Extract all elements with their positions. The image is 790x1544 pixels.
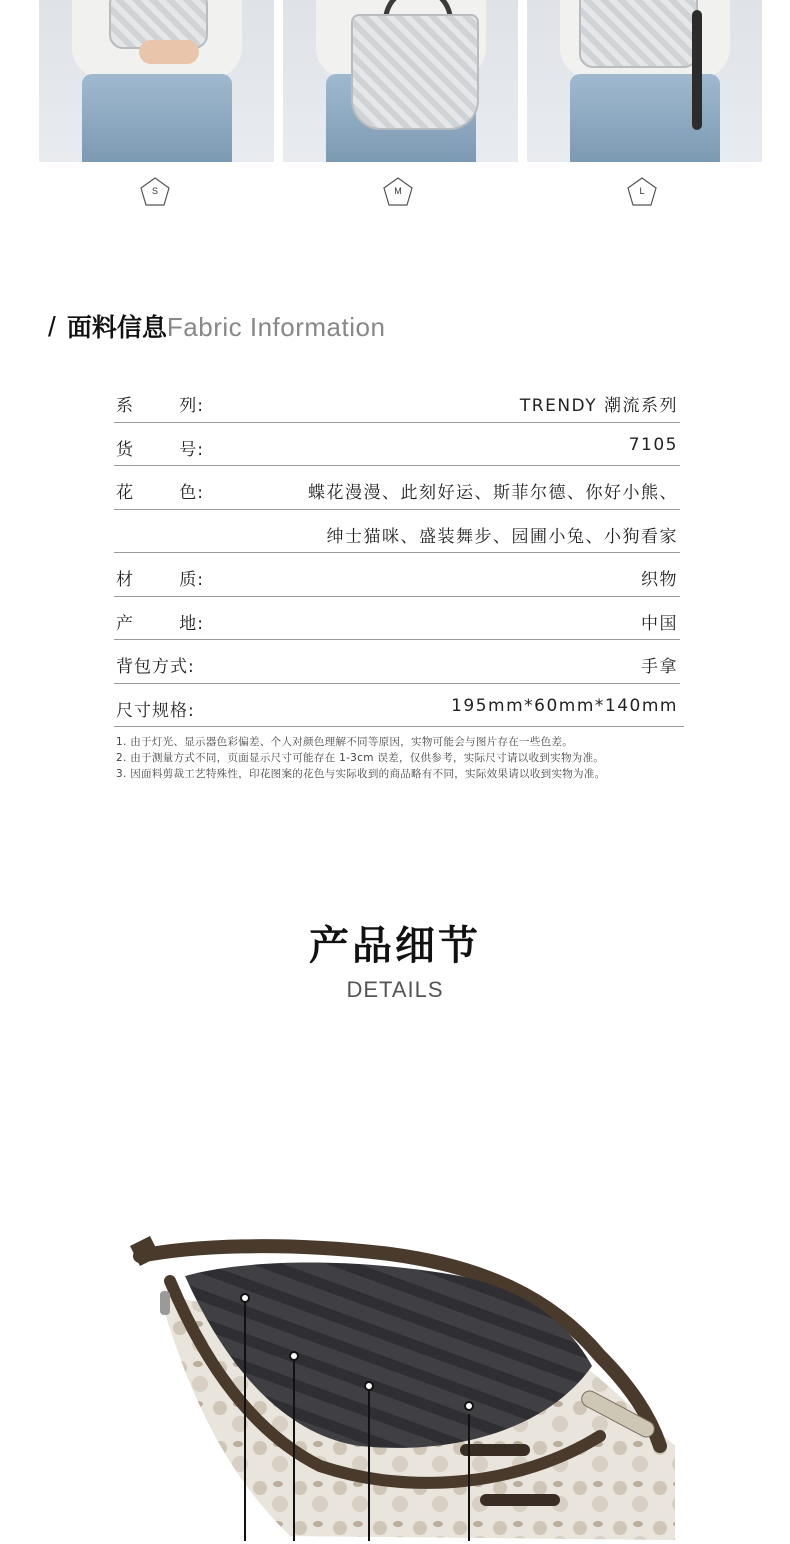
spec-label: 货 号:: [116, 439, 204, 460]
callout-line: [293, 1361, 295, 1541]
callout-dot[interactable]: [464, 1401, 474, 1411]
size-m-photo: [283, 0, 518, 162]
note-item: 3. 因面料剪裁工艺特殊性，印花图案的花色与实际收到的商品略有不同，实际效果请以收到实物为准。: [116, 768, 606, 780]
note-item: 1. 由于灯光、显示器色彩偏差、个人对颜色理解不同等原因，实物可能会与图片存在一些色差。: [116, 736, 574, 748]
spec-row-dimensions: [114, 684, 684, 728]
spec-row-item-number: [114, 423, 680, 467]
spec-value: 7105: [628, 434, 678, 455]
spec-table: [114, 379, 680, 727]
spec-label: 背包方式:: [116, 657, 195, 677]
spec-label: 花 色:: [116, 483, 204, 503]
spec-value: 绅士猫咪、盛装舞步、园圃小兔、小狗看家: [326, 526, 678, 547]
spec-label: 材 质:: [116, 570, 204, 590]
fabric-title-cn: 面料信息: [66, 313, 167, 342]
size-s-badge[interactable]: [139, 176, 171, 208]
size-l-label: L: [639, 186, 645, 196]
details-title-en: DETAILS: [346, 977, 444, 1002]
spec-value: TRENDY 潮流系列: [519, 396, 678, 416]
spec-row-origin: [114, 597, 680, 641]
spec-row-series: [114, 379, 680, 423]
disclaimer-notes: [116, 734, 605, 782]
fabric-title-en: Fabric Information: [166, 312, 386, 342]
size-l-photo: [527, 0, 762, 162]
size-m-badge[interactable]: [382, 176, 414, 208]
heading-slash: /: [48, 311, 56, 342]
product-detail-image: [130, 1236, 675, 1540]
spec-label: 系 列:: [116, 396, 204, 416]
callout-line: [244, 1301, 246, 1541]
spec-value: 195mm*60mm*140mm: [451, 695, 678, 716]
spec-label: 产 地:: [116, 613, 204, 634]
callout-line: [368, 1391, 370, 1541]
spec-label: 尺寸规格:: [116, 700, 195, 721]
spec-row-carry-style: [114, 640, 680, 684]
fabric-info-heading: [48, 308, 385, 348]
size-m-label: M: [394, 186, 402, 196]
spec-row-pattern: [114, 466, 680, 510]
details-title-cn: 产品细节: [309, 923, 481, 969]
callout-dot[interactable]: [364, 1381, 374, 1391]
spec-value: 织物: [641, 570, 678, 590]
callout-dot[interactable]: [240, 1293, 250, 1303]
callout-line: [468, 1414, 470, 1541]
cosmetic-pouch-illustration: [130, 1236, 675, 1540]
spec-value: 蝶花漫漫、此刻好运、斯菲尔德、你好小熊、: [308, 483, 678, 503]
spec-value: 中国: [641, 613, 678, 634]
size-s-label: S: [151, 186, 158, 196]
callout-dot[interactable]: [289, 1351, 299, 1361]
size-l-badge[interactable]: [626, 176, 658, 208]
size-s-photo: [39, 0, 274, 162]
note-item: 2. 由于测量方式不同，页面显示尺寸可能存在 1-3cm 误差，仅供参考，实际尺寸请以收到实物为准。: [116, 752, 605, 764]
spec-value: 手拿: [641, 657, 678, 677]
spec-row-material: [114, 553, 680, 597]
spec-row-pattern-cont: [114, 510, 680, 554]
